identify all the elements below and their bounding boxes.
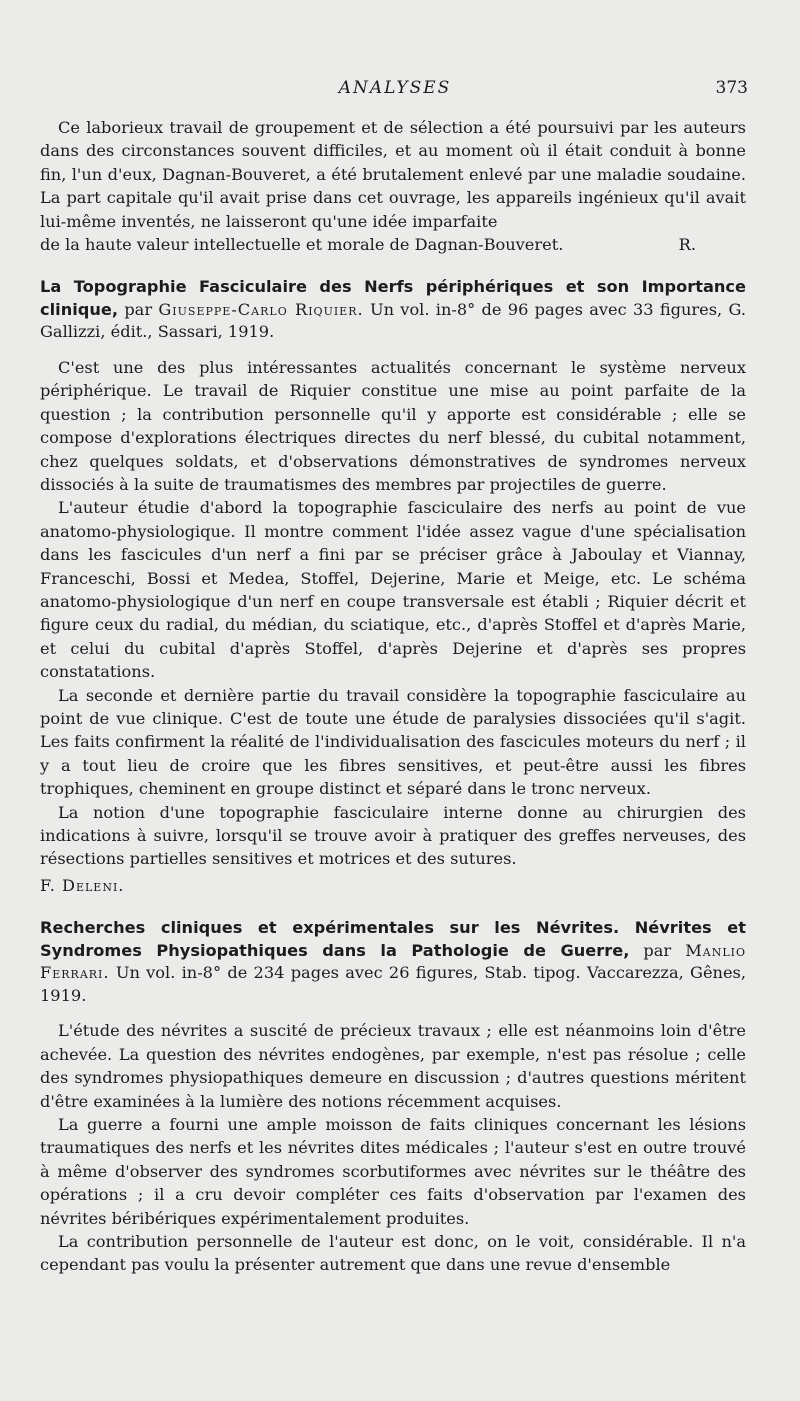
page-content [40, 116, 746, 1277]
review2-by: par [643, 940, 672, 960]
review2-paragraph-3: La contribution personnelle de l'auteur est donc, on le voit, considérable. Il n'a cependant pas voulu la présenter autrement que dans une revue d'ensemble [40, 1231, 746, 1275]
intro-last-line-text: de la haute valeur intellectuelle et morale de Dagnan-Bouveret. [40, 235, 564, 255]
review1-paragraph-3: La seconde et dernière partie du travail considère la topographie fasciculaire au point de vue clinique. C'est de toute une étude de paralysies dissociées qu'il s'agit. Les faits confirment la réalité de l'individualisation des fascicules moteurs du nerf ; il y a tout lieu de croire que les fibres sensitives, et peut-être aussi les fibres trophiques, cheminent en groupe distinct et séparé dans le tronc nerveux. [40, 685, 746, 799]
review2-title: Recherches cliniques et expérimentales sur les Névrites. Névrites et Syndromes Physiopathiques dans la Pathologie de Guerre, [40, 918, 746, 960]
review2-paragraph-1: L'étude des névrites a suscité de précieux travaux ; elle est néanmoins loin d'être achevée. La question des névrites endogènes, par exemple, n'est pas résolue ; celle des syndromes physiopathiques demeure en discussion ; d'autres questions méritent d'être examinées à la lumière des notions récemment acquises. [40, 1021, 746, 1111]
review2-body [40, 1019, 746, 1276]
review1-paragraph-1: C'est une des plus intéressantes actualités concernant le système nerveux périphérique. Le travail de Riquier constitue une mise au point parfaite de la question ; la contribution personnelle qu'il y apporte est considérable ; elle se compose d'explorations électriques directes du nerf blessé, du cubital notamment, chez quelques soldats, et d'observations démonstratives de syndromes nerveux dissociés à la suite de traumatismes des membres par projectiles de guerre. [40, 357, 746, 494]
page-header [0, 78, 800, 102]
intro-last-line [40, 233, 746, 256]
review2-author: Manlio Ferrari. [40, 940, 747, 983]
review1-by: par [124, 299, 153, 319]
review1-author: Giuseppe-Carlo Riquier. [158, 299, 364, 319]
review1-details: Un vol. in-8° de 96 pages avec 33 figures, G. Gallizzi, édit., Sassari, 1919. [40, 299, 746, 342]
review1-body [40, 356, 746, 897]
running-title: ANALYSES [338, 78, 452, 98]
review1-signature: F. Deleni. [40, 875, 125, 895]
review1-paragraph-4: La notion d'une topographie fasciculaire interne donne au chirurgien des indications à suivre, lorsqu'il se trouve avoir à pratiquer des greffes nerveuses, des résections partielles sensitives et motrices et des sutures. [40, 802, 746, 869]
page-number: 373 [715, 78, 748, 98]
review2-paragraph-2: La guerre a fourni une ample moisson de faits cliniques concernant les lésions traumatiques des nerfs et les névrites dites médicales ; l'auteur s'est en outre trouvé à même d'observer des syndromes scorbutiformes avec névrites sur le théâtre des opérations ; il a cru devoir compléter ces faits d'observation par l'examen des névrites béribériques expérimentalement produites. [40, 1114, 746, 1228]
intro-signature: R. [678, 235, 696, 255]
review1-paragraph-2: L'auteur étudie d'abord la topographie fasciculaire des nerfs au point de vue anatomo-physiologique. Il montre comment l'idée assez vague d'une spécialisation dans les fascicules d'un nerf a fini par se préciser grâce à Jaboulay et Viannay, Franceschi, Bossi et Medea, Stoffel, Dejerine, Marie et Meige, etc. Le schéma anatomo-physiologique d'un nerf en coupe transversale est établi ; Riquier décrit et figure ceux du radial, du médian, du sciatique, etc., d'après Stoffel et d'après Marie, et celui du cubital d'après Stoffel, d'après Dejerine et d'après ses propres constatations. [40, 498, 746, 682]
review1-heading [40, 276, 746, 344]
review2-heading [40, 917, 746, 1007]
review1-title: La Topographie Fasciculaire des Nerfs périphériques et son Importance clinique, [40, 277, 746, 319]
review2-details: Un vol. in-8° de 234 pages avec 26 figures, Stab. tipog. Vaccarezza, Gênes, 1919. [40, 963, 746, 1005]
intro-paragraph: Ce laborieux travail de groupement et de sélection a été poursuivi par les auteurs dans des circonstances souvent difficiles, et au moment où il était conduit à bonne fin, l'un d'eux, Dagnan-Bouveret, a été brutalement enlevé par une maladie soudaine. La part capitale qu'il avait prise dans cet ouvrage, les appareils ingénieux qu'il avait lui-même inventés, ne laisseront qu'une idée imparfaite [40, 118, 746, 231]
